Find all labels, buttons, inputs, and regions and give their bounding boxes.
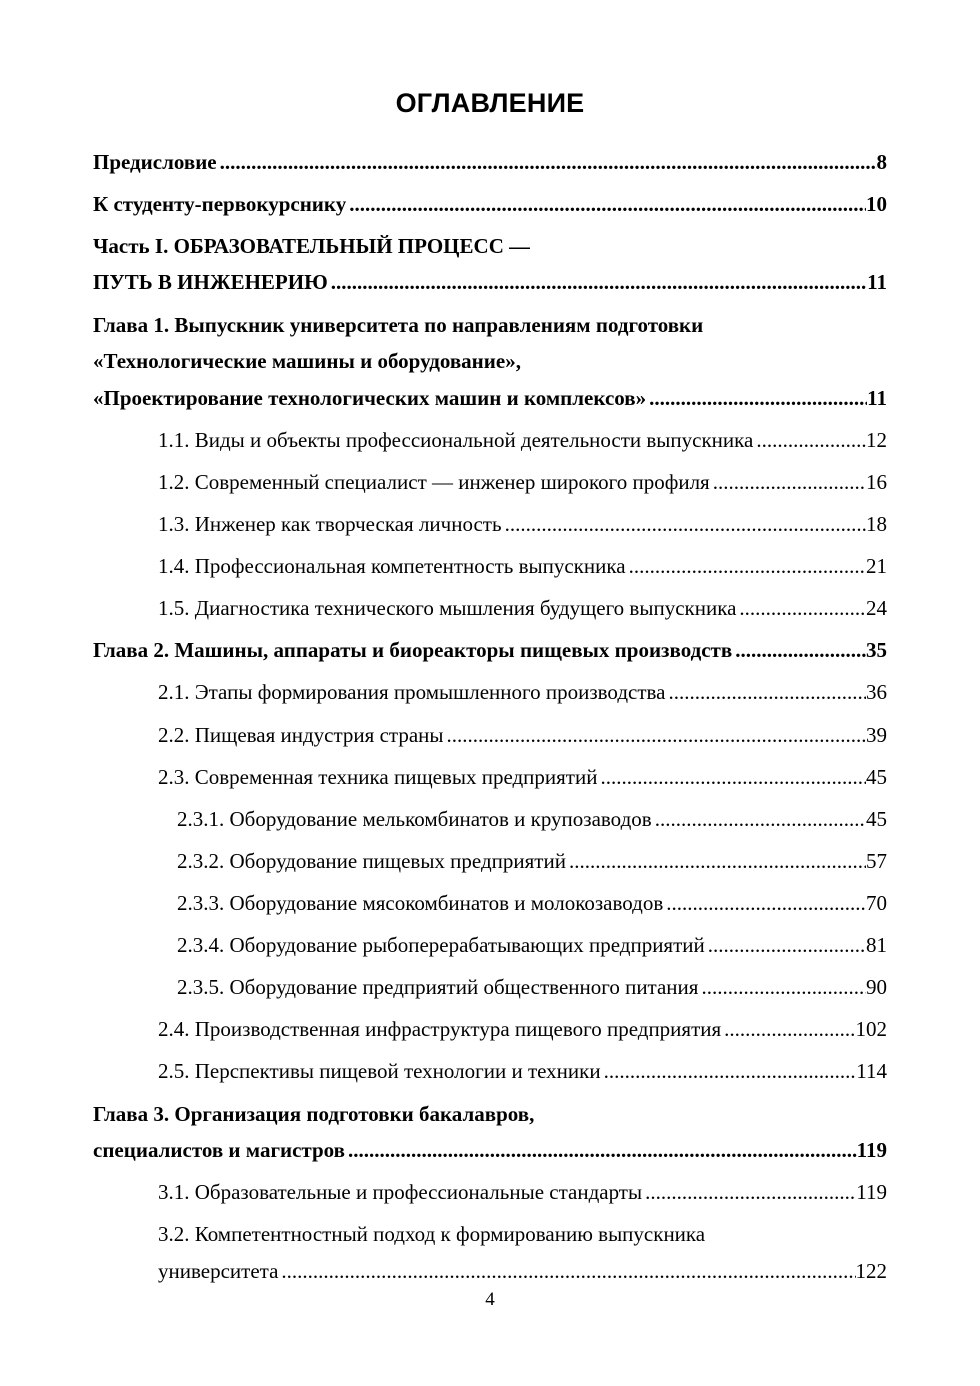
toc-dot-leader	[732, 635, 866, 665]
toc-dot-leader	[278, 1256, 855, 1286]
toc-entry[interactable]	[0, 1099, 980, 1129]
toc-entry-page-number: 122	[855, 1259, 887, 1283]
toc-entry[interactable]	[0, 930, 980, 960]
toc-entry-page-number: 45	[866, 765, 887, 789]
toc-entry-page-number: 10	[866, 192, 887, 216]
toc-entry-title: К студенту-первокурснику	[93, 192, 347, 216]
toc-entry[interactable]	[0, 1177, 980, 1207]
toc-entry-title: специалистов и магистров	[93, 1138, 345, 1162]
toc-entry-page-number: 90	[866, 975, 887, 999]
toc-dot-leader	[646, 383, 867, 413]
toc-dot-leader	[721, 1014, 855, 1044]
toc-entry-page-number: 102	[855, 1017, 887, 1041]
toc-entry[interactable]	[0, 888, 980, 918]
toc-dot-leader	[663, 888, 866, 918]
toc-dot-leader	[665, 677, 866, 707]
toc-entry-page-number: 39	[866, 723, 887, 747]
toc-dot-leader	[346, 189, 866, 219]
toc-entry-title: 1.3. Инженер как творческая личность	[158, 512, 502, 536]
toc-entry[interactable]	[0, 804, 980, 834]
toc-entry[interactable]	[0, 846, 980, 876]
toc-entry[interactable]	[0, 593, 980, 623]
toc-entry-page-number: 119	[856, 1180, 887, 1204]
toc-entry-title: университета	[158, 1259, 279, 1283]
toc-entry[interactable]	[0, 425, 980, 455]
toc-entry-page-number: 11	[867, 386, 887, 410]
toc-dot-leader	[444, 720, 867, 750]
toc-entry-title: Глава 3. Организация подготовки бакалавров,	[93, 1102, 535, 1126]
toc-dot-leader	[705, 930, 866, 960]
toc-entry-title: 1.5. Диагностика технического мышления будущего выпускника	[158, 596, 737, 620]
toc-dot-leader	[642, 1177, 856, 1207]
toc-dot-leader	[597, 762, 866, 792]
toc-dot-leader	[566, 846, 866, 876]
toc-entry-title: 2.3.5. Оборудование предприятий общественного питания	[177, 975, 699, 999]
toc-dot-leader	[217, 147, 877, 177]
toc-entry-title: 2.3.2. Оборудование пищевых предприятий	[177, 849, 566, 873]
toc-entry-page-number: 35	[866, 638, 887, 662]
toc-entry-title: 1.1. Виды и объекты профессиональной деятельности выпускника	[158, 428, 754, 452]
toc-entry-title: 1.2. Современный специалист — инженер широкого профиля	[158, 470, 710, 494]
toc-entry-title: 2.3. Современная техника пищевых предприятий	[158, 765, 598, 789]
toc-dot-leader	[698, 972, 866, 1002]
toc-entry-page-number: 45	[866, 807, 887, 831]
toc-entry[interactable]	[0, 677, 980, 707]
toc-entry[interactable]	[0, 1056, 980, 1086]
toc-entry[interactable]	[0, 267, 980, 297]
toc-entry-title: 2.1. Этапы формирования промышленного производства	[158, 680, 666, 704]
toc-entry-page-number: 12	[866, 428, 887, 452]
toc-entry-page-number: 70	[866, 891, 887, 915]
toc-entry[interactable]	[0, 720, 980, 750]
toc-entry[interactable]	[0, 972, 980, 1002]
toc-entry-title: 3.1. Образовательные и профессиональные стандарты	[158, 1180, 643, 1204]
toc-entry[interactable]	[0, 310, 980, 340]
toc-entry[interactable]	[0, 509, 980, 539]
toc-dot-leader	[626, 551, 866, 581]
toc-entry[interactable]	[0, 762, 980, 792]
toc-dot-leader	[601, 1056, 857, 1086]
toc-entry-title: 2.3.3. Оборудование мясокомбинатов и молокозаводов	[177, 891, 664, 915]
toc-entry[interactable]	[0, 467, 980, 497]
toc-entry-title: 2.3.4. Оборудование рыбоперерабатывающих предприятий	[177, 933, 705, 957]
toc-entry-title: 2.2. Пищевая индустрия страны	[158, 723, 444, 747]
toc-entry-page-number: 36	[866, 680, 887, 704]
toc-entry[interactable]	[0, 189, 980, 219]
toc-entry[interactable]	[0, 1219, 980, 1249]
toc-entry-page-number: 114	[856, 1059, 887, 1083]
page-number: 4	[485, 1289, 495, 1310]
toc-entry[interactable]	[0, 1256, 980, 1286]
toc-entry-title: «Проектирование технологических машин и комплексов»	[93, 386, 647, 410]
toc-entry[interactable]	[0, 635, 980, 665]
toc-entry-page-number: 16	[866, 470, 887, 494]
toc-entry-title: Глава 2. Машины, аппараты и биореакторы пищевых производств	[93, 638, 733, 662]
toc-dot-leader	[753, 425, 866, 455]
toc-entry-title: 3.2. Компетентностный подход к формированию выпускника	[158, 1222, 706, 1246]
toc-entry[interactable]	[0, 551, 980, 581]
toc-entry-page-number: 119	[856, 1138, 887, 1162]
toc-entry-title: ПУТЬ В ИНЖЕНЕРИЮ	[93, 270, 328, 294]
toc-dot-leader	[736, 593, 866, 623]
toc-entry[interactable]	[0, 1135, 980, 1165]
toc-entry[interactable]	[0, 383, 980, 413]
toc-dot-leader	[345, 1135, 857, 1165]
toc-entry-title: 2.3.1. Оборудование мелькомбинатов и крупозаводов	[177, 807, 652, 831]
toc-entry-page-number: 24	[866, 596, 887, 620]
toc-dot-leader	[502, 509, 866, 539]
toc-entry[interactable]	[0, 1014, 980, 1044]
toc-entry[interactable]	[0, 346, 980, 376]
toc-entry-title: 2.5. Перспективы пищевой технологии и техники	[158, 1059, 601, 1083]
toc-entry-page-number: 81	[866, 933, 887, 957]
toc-entry-title: «Технологические машины и оборудование»,	[93, 349, 521, 373]
toc-entry-page-number: 8	[876, 150, 887, 174]
toc-entry-page-number: 57	[866, 849, 887, 873]
toc-dot-leader	[710, 467, 866, 497]
toc-entry[interactable]	[0, 147, 980, 177]
toc-entry-title: Предисловие	[93, 150, 217, 174]
toc-entry-page-number: 21	[866, 554, 887, 578]
toc-entry-title: 1.4. Профессиональная компетентность выпускника	[158, 554, 626, 578]
toc-entry-title: Глава 1. Выпускник университета по направлениям подготовки	[93, 313, 704, 337]
toc-entry-title: Часть I. ОБРАЗОВАТЕЛЬНЫЙ ПРОЦЕСС —	[93, 234, 531, 258]
toc-entry[interactable]	[0, 231, 980, 261]
toc-entry-title: 2.4. Производственная инфраструктура пищевого предприятия	[158, 1017, 722, 1041]
page-title: ОГЛАВЛЕНИЕ	[395, 88, 585, 118]
toc-dot-leader	[652, 804, 866, 834]
toc-entry-page-number: 11	[867, 270, 887, 294]
toc-entry-page-number: 18	[866, 512, 887, 536]
toc-dot-leader	[328, 267, 867, 297]
